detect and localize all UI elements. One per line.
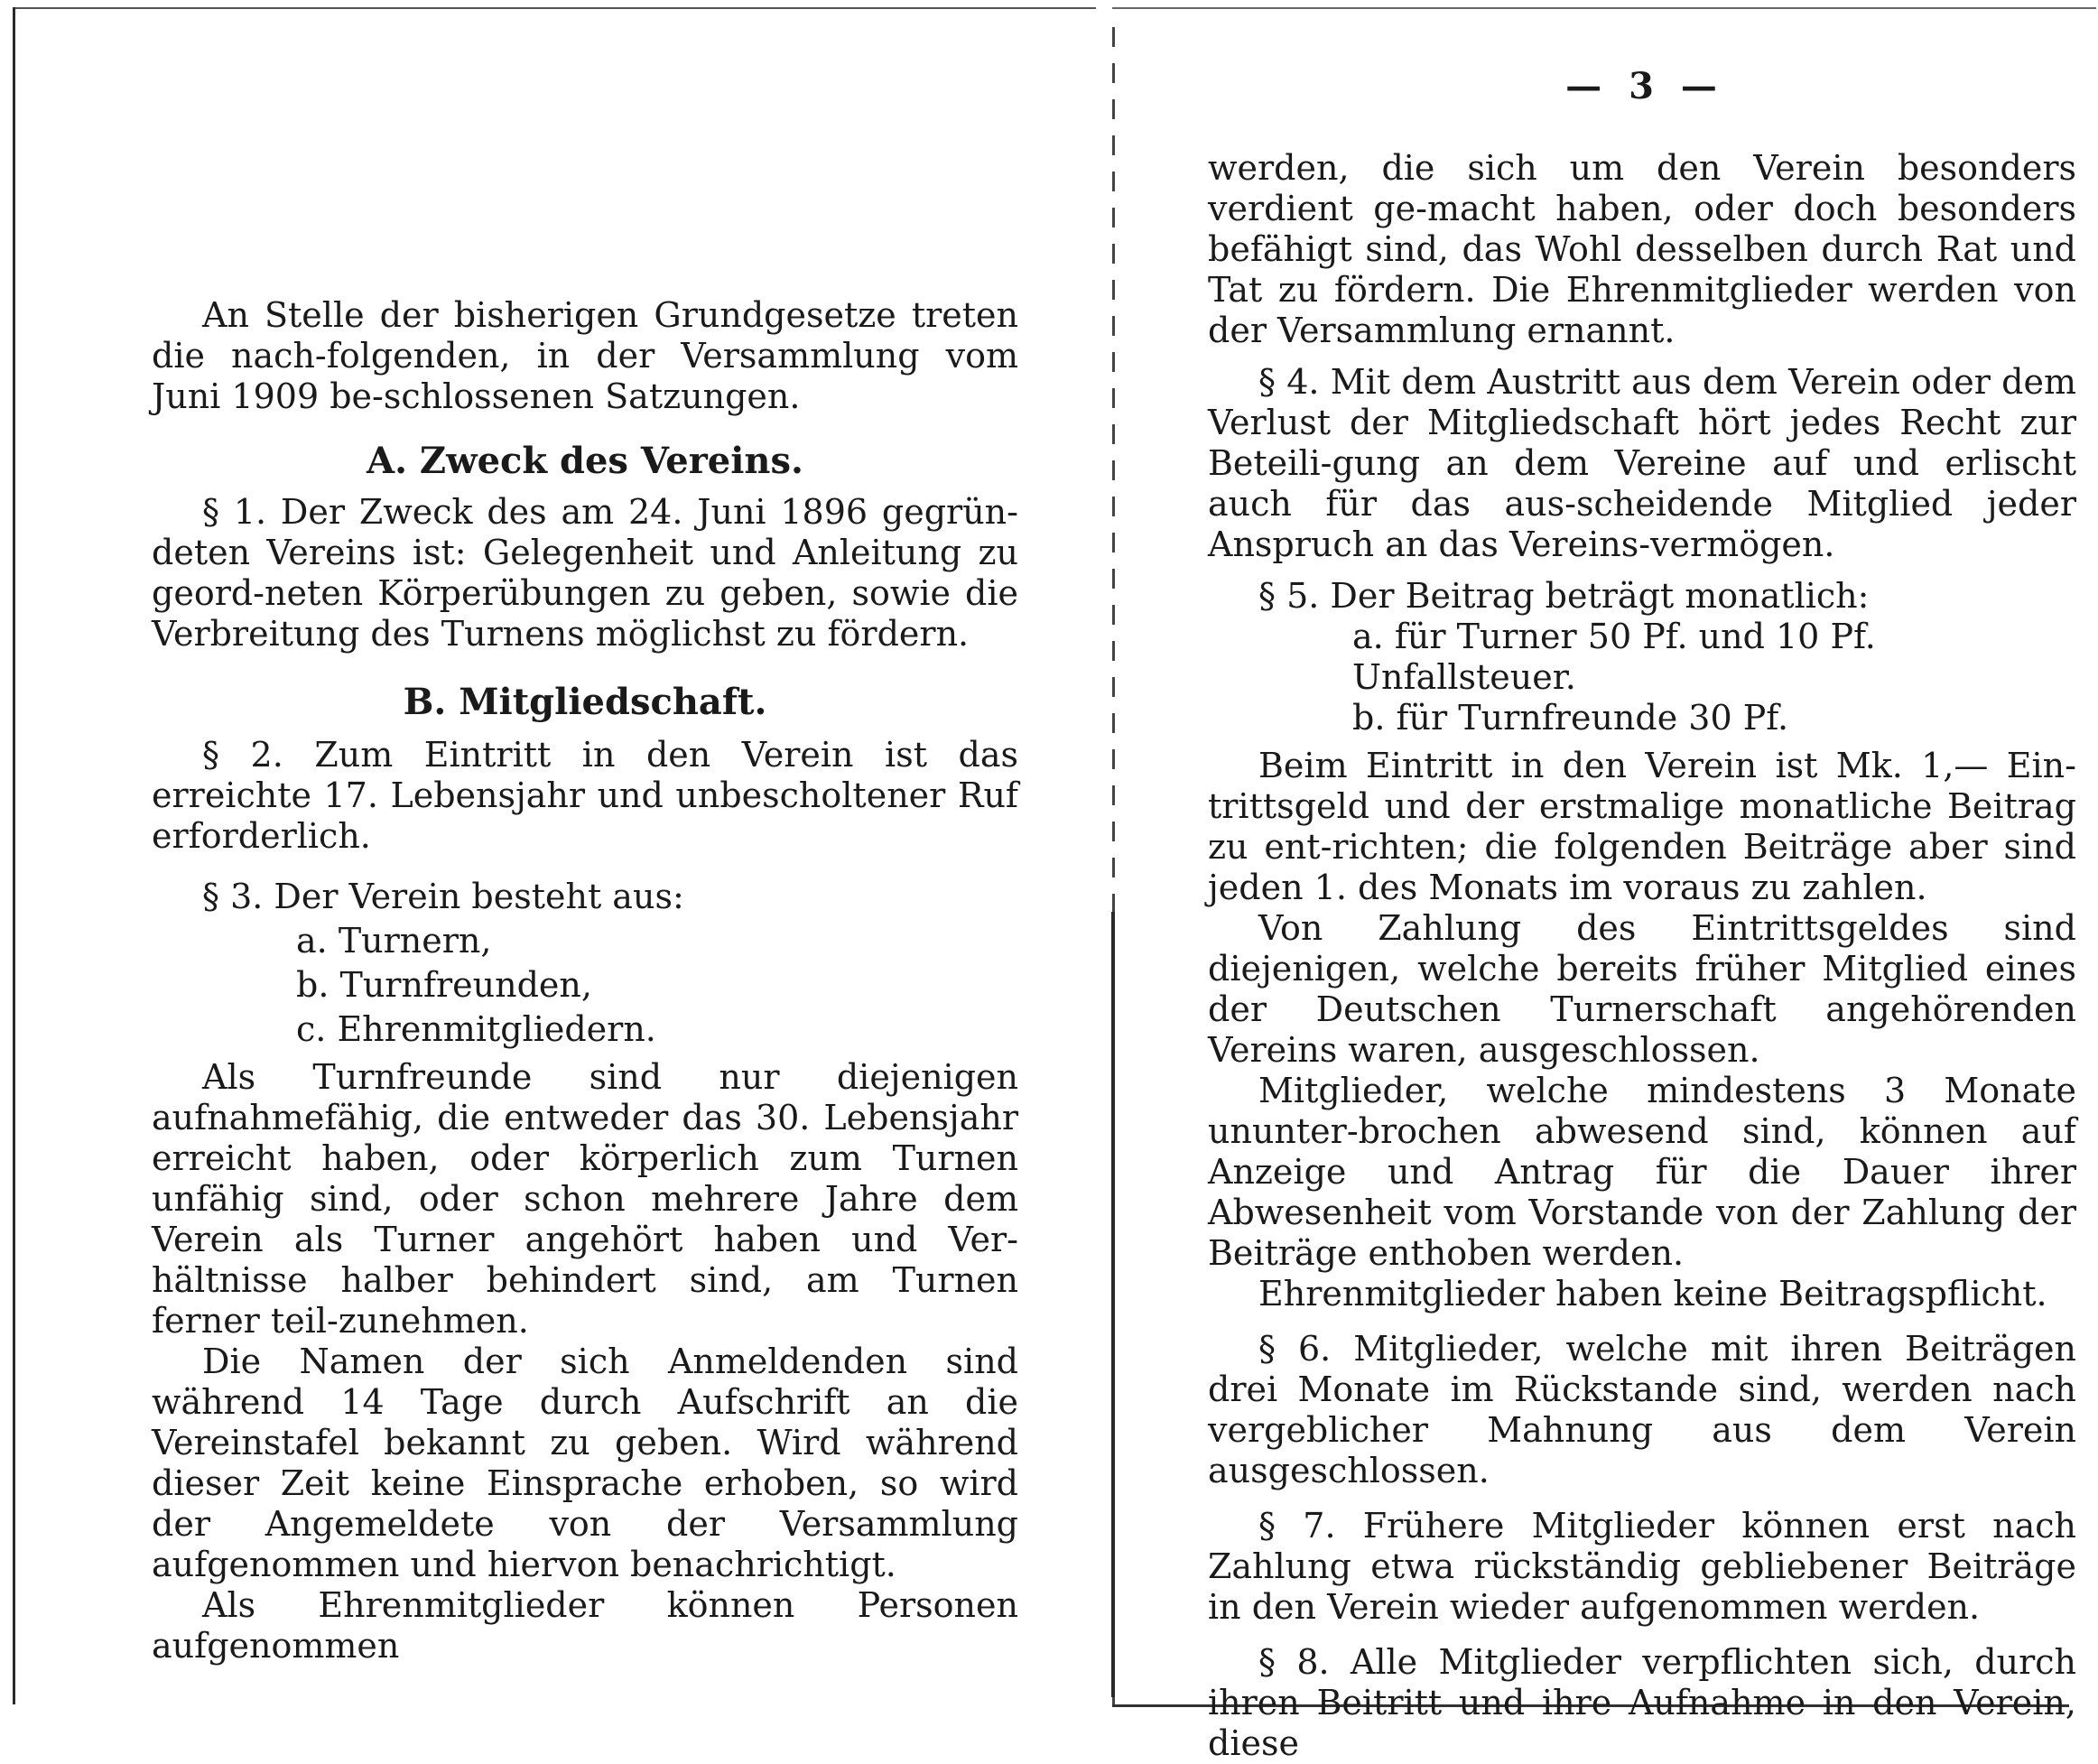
section-3-item-c: c. Ehrenmitgliedern. — [296, 1009, 656, 1049]
page-edge-left — [13, 7, 15, 1704]
section-5-item-b: b. für Turnfreunde 30 Pf. — [1352, 698, 1789, 738]
paragraph-turnfreunde: Als Turnfreunde sind nur diejenigen aufnahmefähig, die entweder das 30. Lebensjahr erreicht haben, oder körperlich zum Turnen unfähig sind, oder schon mehrere Jahre dem Verein als Turner angehört haben und Ver-hältnisse halber behindert sind, am Turnen ferner teil-zunehmen. — [152, 1057, 1018, 1341]
right-page — [1208, 0, 2076, 1764]
intro-paragraph: An Stelle der bisherigen Grundgesetze treten die nach-folgenden, in der Versammlung vom Juni 1909 be-schlossenen Satzungen. — [152, 295, 1018, 416]
left-page — [152, 0, 1018, 1667]
section-7: § 7. Frühere Mitglieder können erst nach Zahlung etwa rückständig gebliebener Beiträge in den Verein wieder aufgenommen werden. — [1208, 1506, 2076, 1627]
paragraph-abwesende-mitglieder: Mitglieder, welche mindestens 3 Monate ununter-brochen abwesend sind, können auf Anzeige und Antrag für die Dauer ihrer Abwesenheit vom Vorstande von der Zahlung der Beiträge enthoben werden. — [1208, 1071, 2076, 1273]
page-number: — 3 — — [1565, 65, 1724, 107]
section-5: § 5. Der Beitrag beträgt monatlich: — [1258, 576, 1870, 616]
section-3-item-b: b. Turnfreunden, — [296, 965, 592, 1005]
paragraph-zahlung: Von Zahlung des Eintrittsgeldes sind diejenigen, welche bereits früher Mitglied eines der Deutschen Turnerschaft angehörenden Vereins waren, ausgeschlossen. — [1208, 908, 2076, 1070]
paragraph-ehren-beitrag: Ehrenmitglieder haben keine Beitragspflicht. — [1258, 1274, 2047, 1314]
section-5-item-a: a. für Turner 50 Pf. und 10 Pf. Unfallsteuer. — [1352, 617, 1876, 697]
heading-zweck: A. Zweck des Vereins. — [367, 440, 803, 482]
section-1: § 1. Der Zweck des am 24. Juni 1896 gegrün-deten Vereins ist: Gelegenheit und Anleitung zu geord-neten Körperübungen zu geben, sowie die Verbreitung des Turnens möglichst zu fördern. — [152, 492, 1018, 654]
section-4: § 4. Mit dem Austritt aus dem Verein oder dem Verlust der Mitgliedschaft hört jedes Recht zur Beteili-gung an dem Vereine auf und erlischt auch für das aus-scheidende Mitglied jeder Anspruch an das Vereins-vermögen. — [1208, 362, 2076, 564]
section-2: § 2. Zum Eintritt in den Verein ist das erreichte 17. Lebensjahr und unbescholtener Ruf erforderlich. — [152, 735, 1018, 856]
book-gutter-solid — [1111, 912, 1115, 1697]
section-3: § 3. Der Verein besteht aus: — [202, 877, 684, 916]
paragraph-eintritt: Beim Eintritt in den Verein ist Mk. 1,— Ein-trittsgeld und der erstmalige monatliche Beitrag zu ent-richten; die folgenden Beiträge aber sind jeden 1. des Monats im voraus zu zahlen. — [1208, 746, 2076, 907]
section-6: § 6. Mitglieder, welche mit ihren Beiträgen drei Monate im Rückstande sind, werden nach vergeblicher Mahnung aus dem Verein ausgeschlossen. — [1208, 1329, 2076, 1490]
paragraph-ehrenmitglieder: Als Ehrenmitglieder können Personen aufgenommen — [152, 1585, 1018, 1666]
heading-mitgliedschaft: B. Mitgliedschaft. — [403, 681, 767, 723]
section-3-item-a: a. Turnern, — [296, 921, 492, 961]
section-8: § 8. Alle Mitglieder verpflichten sich, durch ihren Beitritt und ihre Aufnahme in den Verein, diese — [1208, 1642, 2076, 1763]
paragraph-continuation: werden, die sich um den Verein besonders verdient ge-macht haben, oder doch besonders befähigt sind, das Wohl desselben durch Rat und Tat zu fördern. Die Ehrenmitglieder werden von der Versammlung ernannt. — [1208, 148, 2076, 350]
paragraph-namen: Die Namen der sich Anmeldenden sind während 14 Tage durch Aufschrift an die Vereinstafel bekannt zu geben. Wird während dieser Zeit keine Einsprache erhoben, so wird der Angemeldete von der Versammlung aufgenommen und hiervon benachrichtigt. — [152, 1342, 1018, 1584]
